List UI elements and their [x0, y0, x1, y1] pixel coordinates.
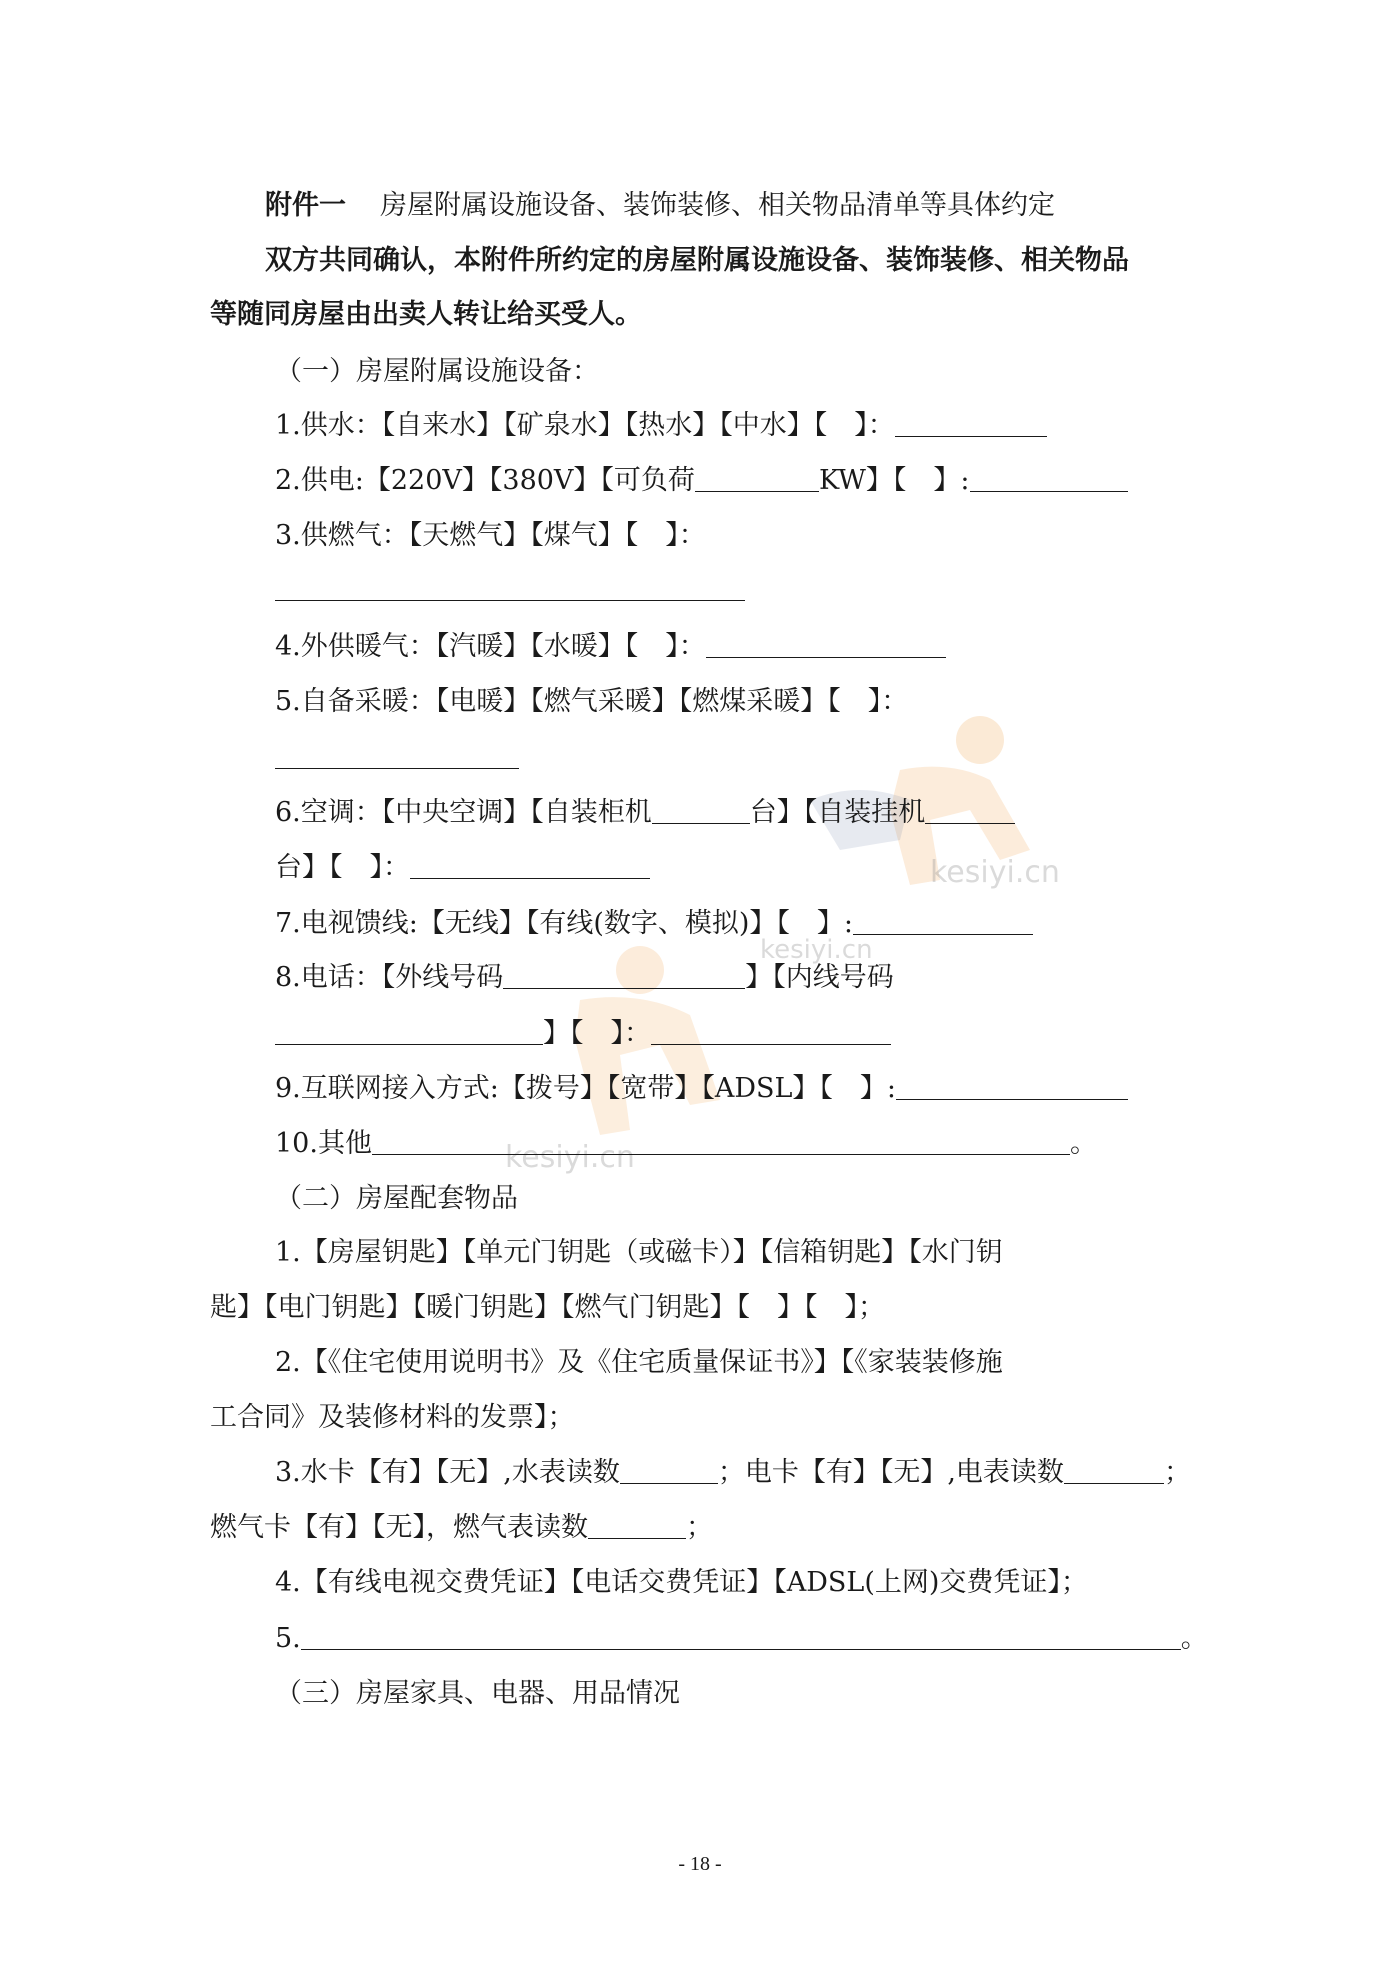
item-water-supply: 1.供水：【自来水】【矿泉水】【热水】【中水】【 】： — [275, 406, 1047, 446]
blank-field[interactable] — [410, 852, 650, 879]
section-3-title: （三）房屋家具、电器、用品情况 — [275, 1678, 680, 1709]
section-2-title: （二）房屋配套物品 — [275, 1183, 518, 1214]
item-gas-supply: 3.供燃气：【天燃气】【煤气】【 】： — [275, 520, 706, 551]
item-documents: 2.【《住宅使用说明书》及《住宅质量保证书》】【《家装装修施 — [275, 1347, 1003, 1378]
item-receipts: 4.【有线电视交费凭证】【电话交费凭证】【ADSL(上网)交费凭证】； — [275, 1567, 1088, 1598]
item-external-heating: 4.外供暖气：【汽暖】【水暖】【 】： — [275, 627, 946, 667]
item-telephone: 8.电话：【外线号码 】【内线号码 — [275, 962, 894, 993]
attachment-heading — [265, 186, 1055, 226]
power-meter-reading-blank[interactable] — [1064, 1457, 1164, 1484]
item-tv-feed: 7.电视馈线:【无线】【有线(数字、模拟)】【 】: — [275, 904, 1033, 944]
item-self-heating: 5.自备采暖：【电暖】【燃气采暖】【燃煤采暖】【 】： — [275, 686, 909, 717]
blank-field[interactable] — [706, 631, 946, 658]
cabinet-unit-count-blank[interactable] — [652, 797, 750, 824]
other-blank[interactable] — [372, 1128, 1070, 1155]
item-air-conditioning-cont: 台】【 】： — [275, 848, 650, 888]
water-meter-reading-blank[interactable] — [620, 1457, 718, 1484]
item-5: 5. 。 — [275, 1623, 1208, 1654]
item-power-supply: 2.供电:【220V】【380V】【可负荷 KW】【 】: — [275, 461, 1128, 501]
blank-field[interactable] — [895, 410, 1047, 437]
intro-line-2: 等随同房屋由出卖人转让给买受人。 — [210, 299, 642, 330]
blank-field[interactable] — [853, 908, 1033, 935]
item-internet: 9.互联网接入方式:【拨号】【宽带】【ADSL】【 】: — [275, 1069, 1128, 1109]
page-number: - 18 - — [678, 1853, 722, 1875]
section-1-title: （一）房屋附属设施设备： — [275, 356, 599, 387]
item-cards: 3.水卡【有】【无】,水表读数 ；电卡【有】【无】,电表读数 ； — [275, 1457, 1191, 1488]
attachment-title: 房屋附属设施设备、装饰装修、相关物品清单等具体约定 — [380, 190, 1055, 221]
blank-field[interactable] — [896, 1073, 1128, 1100]
item-other: 10.其他 。 — [275, 1128, 1097, 1159]
item-5-blank[interactable] — [301, 1623, 1181, 1650]
watermark-text-3: kesiyi.cn — [505, 1140, 635, 1175]
item-cards-cont: 燃气卡【有】【无】，燃气表读数 ； — [210, 1512, 713, 1543]
load-capacity-blank[interactable] — [695, 465, 819, 492]
watermark-text: kesiyi.cn — [930, 855, 1060, 890]
wall-unit-count-blank[interactable] — [925, 797, 1015, 824]
blank-field[interactable] — [970, 465, 1128, 492]
gas-meter-reading-blank[interactable] — [588, 1512, 686, 1539]
attachment-label: 附件一 — [265, 190, 346, 221]
item-air-conditioning: 6.空调：【中央空调】【自装柜机 台】【自装挂机 — [275, 793, 1015, 833]
internal-number-blank[interactable] — [275, 1018, 543, 1045]
blank-field[interactable] — [651, 1018, 891, 1045]
self-heating-blank[interactable] — [275, 768, 519, 769]
external-number-blank[interactable] — [503, 962, 745, 989]
item-keys-cont: 匙】【电门钥匙】【暖门钥匙】【燃气门钥匙】【 】【 】； — [210, 1292, 885, 1323]
item-telephone-cont: 】【 】： — [275, 1014, 891, 1054]
item-keys: 1.【房屋钥匙】【单元门钥匙（或磁卡）】【信箱钥匙】【水门钥 — [275, 1237, 1003, 1268]
item-documents-cont: 工合同》及装修材料的发票】； — [210, 1402, 575, 1433]
gas-supply-blank[interactable] — [275, 600, 745, 601]
intro-line-1: 双方共同确认，本附件所约定的房屋附属设施设备、装饰装修、相关物品 — [265, 245, 1129, 276]
watermark-text-2: kesiyi.cn — [760, 935, 873, 965]
